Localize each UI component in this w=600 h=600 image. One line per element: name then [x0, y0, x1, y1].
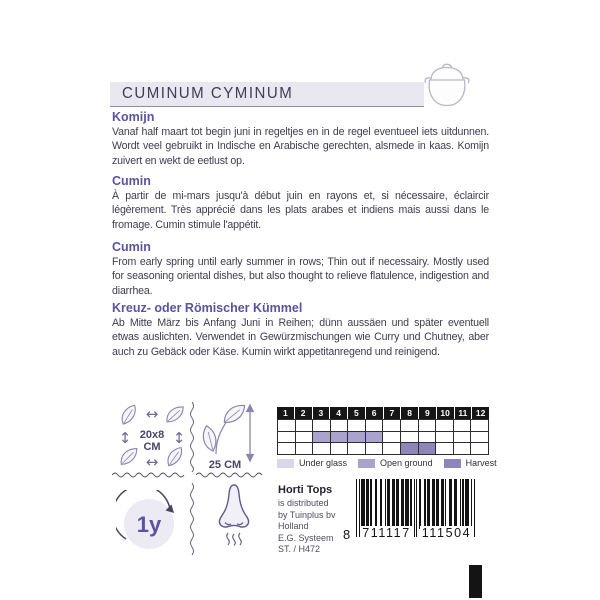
calendar-cell — [296, 420, 314, 432]
calendar-cell — [454, 420, 472, 432]
calendar-cell — [278, 432, 296, 444]
spacing-unit-label: CM — [143, 441, 161, 453]
distributor-block — [278, 484, 336, 556]
calendar-month-cell: 4 — [330, 407, 348, 419]
calendar-cell — [348, 432, 366, 444]
vertical-arrow-icon: ↕ — [172, 429, 186, 447]
calendar-month-cell: 7 — [384, 407, 402, 419]
horizontal-arrow-icon: ↔ — [145, 453, 159, 470]
section-dutch — [112, 111, 489, 168]
calendar-cell — [278, 420, 296, 432]
calendar-month-cell: 5 — [348, 407, 366, 419]
wavy-divider — [188, 402, 196, 472]
sowing-calendar — [277, 407, 489, 455]
calendar-cell — [419, 420, 437, 432]
legend-label: Open ground — [380, 458, 433, 468]
calendar-month-cell: 9 — [419, 407, 437, 419]
annual-cycle-icon — [116, 490, 182, 556]
barcode-left-digits: 711117 — [360, 526, 413, 540]
calendar-month-cell: 11 — [455, 407, 473, 419]
barcode-bar — [474, 479, 475, 537]
section-body: Ab Mitte März bis Anfang Juni in Reihen; dünn aussäen und später eventuell etwas auslichten. Verwendet in Gewürzmischungen wie Curry und Chutney, aber auch zu Gebäck oder Käse. Kumin wirkt appetitanregend und reinigend. — [112, 317, 489, 358]
plant-height-icon — [198, 402, 260, 470]
height-value-label: 25 CM — [208, 459, 242, 470]
horizontal-arrow-icon: ↔ — [145, 405, 159, 423]
section-heading: Cumin — [112, 240, 151, 254]
distributor-line: ST. / H472 — [278, 544, 321, 555]
calendar-cell — [348, 443, 366, 455]
legend-label: Harvest — [465, 458, 497, 468]
section-heading: Komijn — [112, 110, 155, 124]
calendar-cell — [471, 420, 489, 432]
legend-label: Under glass — [299, 458, 348, 468]
calendar-cell — [366, 420, 384, 432]
distributor-line: E.G. Systeem — [278, 532, 334, 543]
calendar-cell — [331, 420, 349, 432]
wavy-underline — [112, 471, 190, 479]
calendar-cell — [419, 443, 437, 455]
distributor-line: Holland — [278, 521, 309, 532]
calendar-cell — [296, 432, 314, 444]
calendar-row-open-ground — [277, 432, 489, 444]
calendar-body — [277, 419, 489, 455]
calendar-cell — [436, 420, 454, 432]
section-english — [112, 241, 489, 298]
wavy-underline — [196, 471, 264, 479]
vertical-arrow-icon: ↕ — [118, 429, 132, 447]
section-heading: Kreuz- oder Römischer Kümmel — [112, 301, 303, 315]
section-heading: Cumin — [112, 174, 151, 188]
calendar-month-cell: 1 — [277, 407, 295, 419]
distributor-lines — [278, 498, 336, 556]
calendar-cell — [436, 432, 454, 444]
calendar-cell — [313, 443, 331, 455]
wavy-divider — [188, 483, 196, 555]
calendar-cell — [313, 420, 331, 432]
nose-smell-icon — [212, 482, 256, 552]
calendar-cell — [383, 420, 401, 432]
under-glass-swatch — [277, 459, 294, 468]
title-band — [110, 82, 424, 107]
calendar-cell — [383, 432, 401, 444]
calendar-cell — [348, 420, 366, 432]
calendar-cell — [471, 432, 489, 444]
calendar-legend — [277, 458, 508, 468]
calendar-cell — [454, 443, 472, 455]
calendar-month-cell: 3 — [313, 407, 331, 419]
barcode-right-digits: 111504 — [421, 526, 472, 540]
calendar-cell — [383, 443, 401, 455]
section-body: Vanaf half maart tot begin juni in regeltjes en in de regel eventueel iets uitdunnen. Wordt veel gebruikt in Indische en Arabische gerechten, alsmede in kaas. Komijn zuivert en wekt de eetlust op. — [112, 126, 489, 167]
calendar-cell — [296, 443, 314, 455]
calendar-cell — [366, 432, 384, 444]
print-registration-mark — [469, 565, 482, 598]
spacing-value-label: 20x8 — [139, 429, 165, 441]
calendar-month-cell: 6 — [366, 407, 384, 419]
calendar-month-cell: 10 — [437, 407, 455, 419]
calendar-cell — [419, 432, 437, 444]
section-french — [112, 175, 489, 232]
plant-spacing-icon — [113, 402, 191, 470]
distributor-name: Horti Tops — [278, 484, 333, 496]
latin-name-title: CUMINUM CYMINUM — [122, 85, 294, 102]
calendar-cell — [436, 443, 454, 455]
calendar-cell — [313, 432, 331, 444]
calendar-cell — [454, 432, 472, 444]
calendar-row-under-glass — [277, 419, 489, 432]
calendar-cell — [401, 420, 419, 432]
section-body: À partir de mi-mars jusqu'à début juin en rayons et, si nécessaire, éclaircir légèrement. Très apprécié dans les plats arabes et indiens mais aussi dans le fromage. Cumin stimule l'appétit. — [112, 190, 489, 231]
section-body: From early spring until early summer in rows; Thin out if necessairy. Mostly used for seasoning oriental dishes, but also thought to relieve flatulence, indigestion and diarrhea. — [112, 256, 489, 297]
calendar-month-cell: 8 — [401, 407, 419, 419]
calendar-month-header — [277, 407, 489, 419]
section-german — [112, 302, 489, 359]
barcode-lead-digit: 8 — [343, 527, 351, 542]
calendar-month-cell: 12 — [472, 407, 489, 419]
distributor-line: is distributed — [278, 498, 329, 508]
cooking-pot-icon — [420, 58, 474, 112]
calendar-cell — [331, 432, 349, 444]
calendar-cell — [278, 443, 296, 455]
calendar-month-cell: 2 — [295, 407, 313, 419]
calendar-cell — [471, 443, 489, 455]
open-ground-swatch — [358, 459, 375, 468]
distributor-line: by Tuinplus bv — [278, 509, 336, 520]
calendar-cell — [401, 443, 419, 455]
cycle-duration-label: 1y — [136, 512, 162, 537]
calendar-cell — [366, 443, 384, 455]
calendar-cell — [401, 432, 419, 444]
calendar-row-harvest — [277, 443, 489, 455]
ean-barcode — [343, 479, 489, 551]
calendar-cell — [331, 443, 349, 455]
harvest-swatch — [444, 459, 461, 468]
